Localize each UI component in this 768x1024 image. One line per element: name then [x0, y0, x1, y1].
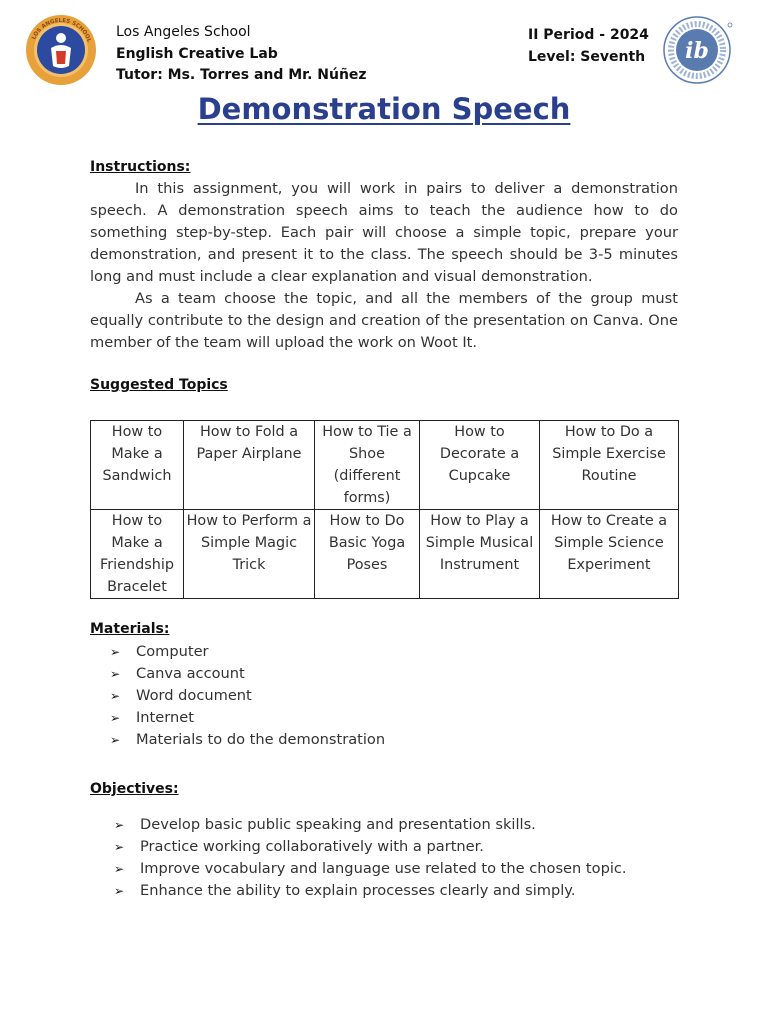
- materials-heading: Materials:: [90, 621, 170, 637]
- list-item: [110, 729, 385, 751]
- list-item-text: Develop basic public speaking and presentation skills.: [140, 816, 536, 833]
- objectives-list: [114, 814, 627, 902]
- list-item-text: Computer: [136, 643, 209, 660]
- table-cell: How to Fold a Paper Airplane: [184, 421, 315, 510]
- arrow-bullet-icon: ➢: [114, 862, 125, 876]
- page-title: [0, 92, 768, 126]
- school-logo-icon: [25, 14, 97, 86]
- list-item-text: Improve vocabulary and language use related to the chosen topic.: [140, 860, 627, 877]
- arrow-bullet-icon: ➢: [110, 711, 121, 725]
- list-item: [114, 858, 627, 880]
- lab-name: English Creative Lab: [116, 45, 278, 62]
- arrow-bullet-icon: ➢: [110, 645, 121, 659]
- level-line: Level: Seventh: [528, 49, 646, 65]
- instructions-paragraph-1: In this assignment, you will work in pairs to deliver a demonstration speech. A demonstration speech aims to teach the audience how to do something step-by-step. Each pair will choose a simple topic, prepare your demonstration, and present it to the class. The speech should be 3-5 minutes long and must include a clear explanation and visual demonstration.: [90, 180, 678, 285]
- materials-list: [110, 641, 385, 751]
- table-cell: How to Play a Simple Musical Instrument: [420, 510, 540, 599]
- period-line: II Period - 2024: [528, 27, 649, 43]
- list-item-text: Internet: [136, 709, 194, 726]
- list-item-text: Enhance the ability to explain processes clearly and simply.: [140, 882, 576, 899]
- list-item: [114, 880, 627, 902]
- instructions-paragraph-2: As a team choose the topic, and all the members of the group must equally contribute to the design and creation of the presentation on Canva. One member of the team will upload the work on Woot It.: [90, 290, 678, 351]
- table-cell: How to Perform a Simple Magic Trick: [184, 510, 315, 599]
- page-title-text: Demonstration Speech: [197, 92, 571, 126]
- school-info: [116, 22, 367, 87]
- list-item: [114, 814, 627, 836]
- topics-table: [90, 420, 679, 599]
- ib-logo-icon: [660, 15, 734, 85]
- table-row: [91, 510, 679, 599]
- table-cell: How to Do Basic Yoga Poses: [315, 510, 420, 599]
- course-info: [528, 24, 649, 68]
- list-item: [110, 707, 385, 729]
- list-item-text: Word document: [136, 687, 252, 704]
- table-cell: How to Create a Simple Science Experiment: [540, 510, 679, 599]
- list-item: [110, 663, 385, 685]
- table-row: [91, 421, 679, 510]
- table-cell: How to Do a Simple Exercise Routine: [540, 421, 679, 510]
- topics-heading: Suggested Topics: [90, 377, 228, 393]
- arrow-bullet-icon: ➢: [114, 840, 125, 854]
- tutor-line: Tutor: Ms. Torres and Mr. Núñez: [116, 67, 367, 83]
- list-item-text: Materials to do the demonstration: [136, 731, 386, 748]
- arrow-bullet-icon: ➢: [110, 733, 121, 747]
- arrow-bullet-icon: ➢: [114, 884, 125, 898]
- table-cell: How to Decorate a Cupcake: [420, 421, 540, 510]
- arrow-bullet-icon: ➢: [114, 818, 125, 832]
- table-cell: How to Make a Sandwich: [91, 421, 184, 510]
- objectives-heading: Objectives:: [90, 781, 179, 797]
- instructions-body: [90, 178, 678, 354]
- instructions-heading: Instructions:: [90, 159, 191, 175]
- table-cell: How to Make a Friendship Bracelet: [91, 510, 184, 599]
- list-item-text: Canva account: [136, 665, 245, 682]
- list-item: [114, 836, 627, 858]
- list-item: [110, 641, 385, 663]
- arrow-bullet-icon: ➢: [110, 689, 121, 703]
- arrow-bullet-icon: ➢: [110, 667, 121, 681]
- svg-text:ib: ib: [685, 38, 709, 64]
- list-item: [110, 685, 385, 707]
- school-name: Los Angeles School: [116, 24, 251, 40]
- table-cell: How to Tie a Shoe (different forms): [315, 421, 420, 510]
- svg-text:LOS ANGELES SCHOOL: LOS ANGELES SCHOOL: [31, 17, 92, 44]
- list-item-text: Practice working collaboratively with a partner.: [140, 838, 484, 855]
